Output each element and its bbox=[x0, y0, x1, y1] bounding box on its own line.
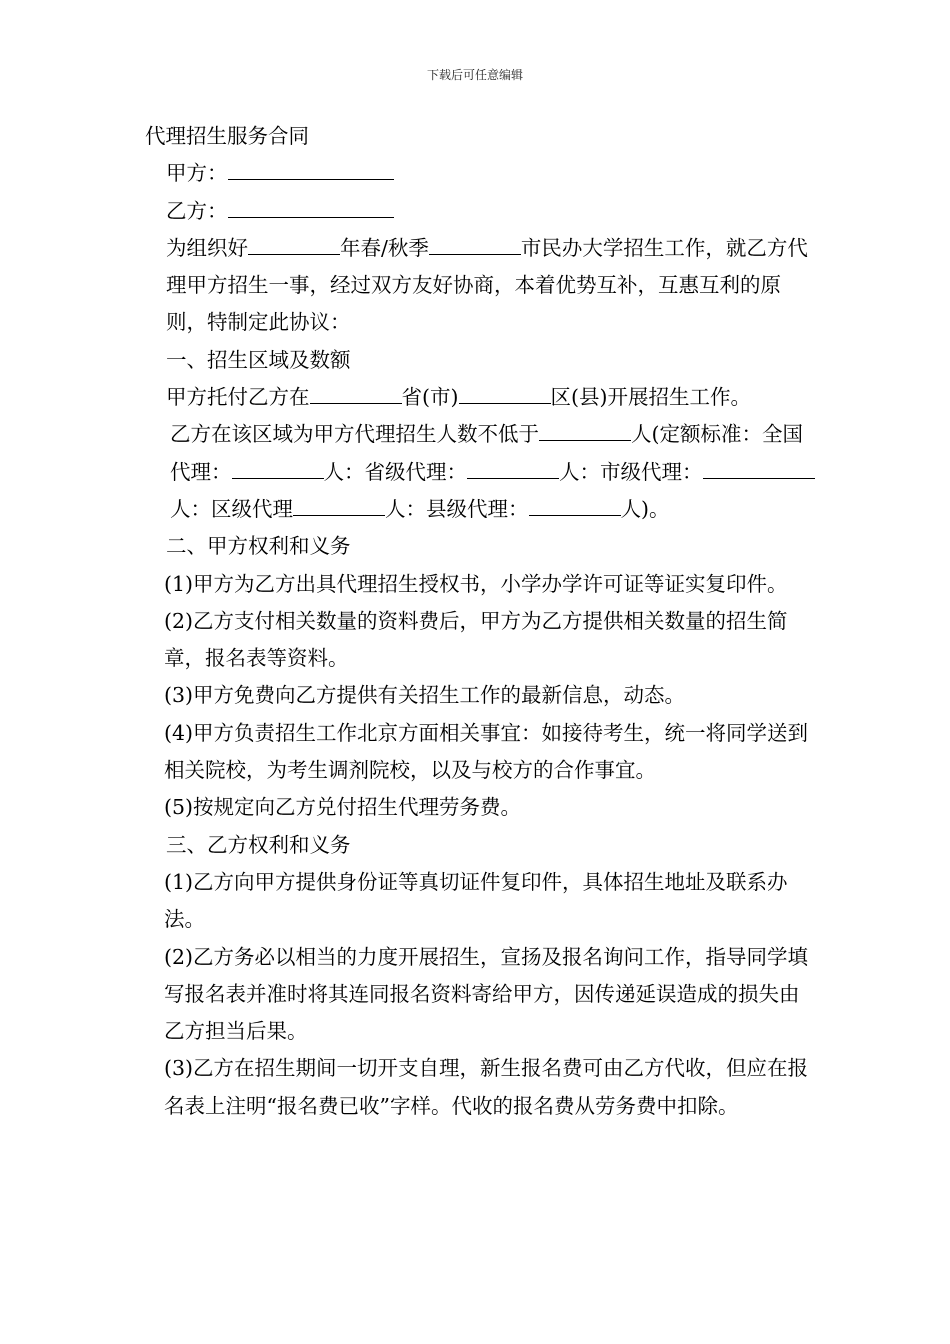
section2-heading: 二、甲方权利和义务 bbox=[166, 534, 351, 559]
party-a-blank bbox=[228, 156, 394, 180]
city-blank bbox=[429, 231, 521, 255]
province-blank bbox=[310, 380, 402, 404]
section1-quota: 乙方在该区域为甲方代理招生人数不低于 人(定额标准：全国代理： 人：省级代理： 人：市级代理：人：区级代理 人：县级代理： 人)。 bbox=[145, 416, 815, 528]
city-agent-blank bbox=[703, 455, 815, 479]
section2-item: (5)按规定向乙方兑付招生代理劳务费。 bbox=[164, 795, 522, 820]
county-agent-blank bbox=[529, 492, 621, 516]
section3-item: (1)乙方向甲方提供身份证等真切证件复印件，具体招生地址及联系办法。 bbox=[164, 869, 788, 932]
section2-item: (3)甲方免费向乙方提供有关招生工作的最新信息，动态。 bbox=[164, 683, 686, 708]
district-blank bbox=[459, 380, 551, 404]
party-b-line bbox=[145, 193, 815, 230]
section2-item: (1)甲方为乙方出具代理招生授权书，小学办学许可证等证实复印件。 bbox=[164, 571, 788, 596]
quota-total-blank bbox=[539, 417, 631, 441]
section1-area: 甲方托付乙方在 省(市) 区(县)开展招生工作。 bbox=[145, 379, 815, 416]
province-agent-blank bbox=[467, 455, 559, 479]
section2-item: (2)乙方支付相关数量的资料费后，甲方为乙方提供相关数量的招生简章，报名表等资料。 bbox=[164, 608, 788, 671]
contract-title: 代理招生服务合同 bbox=[145, 124, 309, 148]
section3-item: (3)乙方在招生期间一切开支自理，新生报名费可由乙方代收，但应在报名表上注明“报名费已收”字样。代收的报名费从劳务费中扣除。 bbox=[164, 1056, 809, 1118]
intro-paragraph: 为组织好 年春/秋季 市民办大学招生工作，就乙方代理甲方招生一事，经过双方友好协商，本着优势互补，互惠互利的原则，特制定此协议： bbox=[145, 230, 815, 342]
party-a-label: 甲方： bbox=[166, 161, 228, 186]
section2-item: (4)甲方负责招生工作北京方面相关事宜：如接待考生，统一将同学送到相关院校，为考生调剂院校，以及与校方的合作事宜。 bbox=[164, 720, 809, 783]
party-a-line bbox=[145, 155, 815, 192]
party-b-label: 乙方： bbox=[166, 198, 228, 223]
section3-item: (2)乙方务必以相当的力度开展招生，宣扬及报名询问工作，指导同学填写报名表并准时将其连同报名资料寄给甲方，因传递延误造成的损失由乙方担当后果。 bbox=[164, 944, 809, 1044]
contract-body bbox=[145, 118, 815, 1125]
party-b-blank bbox=[228, 194, 394, 218]
district-agent-blank bbox=[293, 492, 385, 516]
national-agent-blank bbox=[232, 455, 324, 479]
section1-heading: 一、招生区域及数额 bbox=[166, 347, 351, 372]
section3-heading: 三、乙方权利和义务 bbox=[166, 832, 351, 857]
page-header: 下载后可任意编辑 bbox=[426, 68, 523, 82]
year-blank bbox=[248, 231, 340, 255]
